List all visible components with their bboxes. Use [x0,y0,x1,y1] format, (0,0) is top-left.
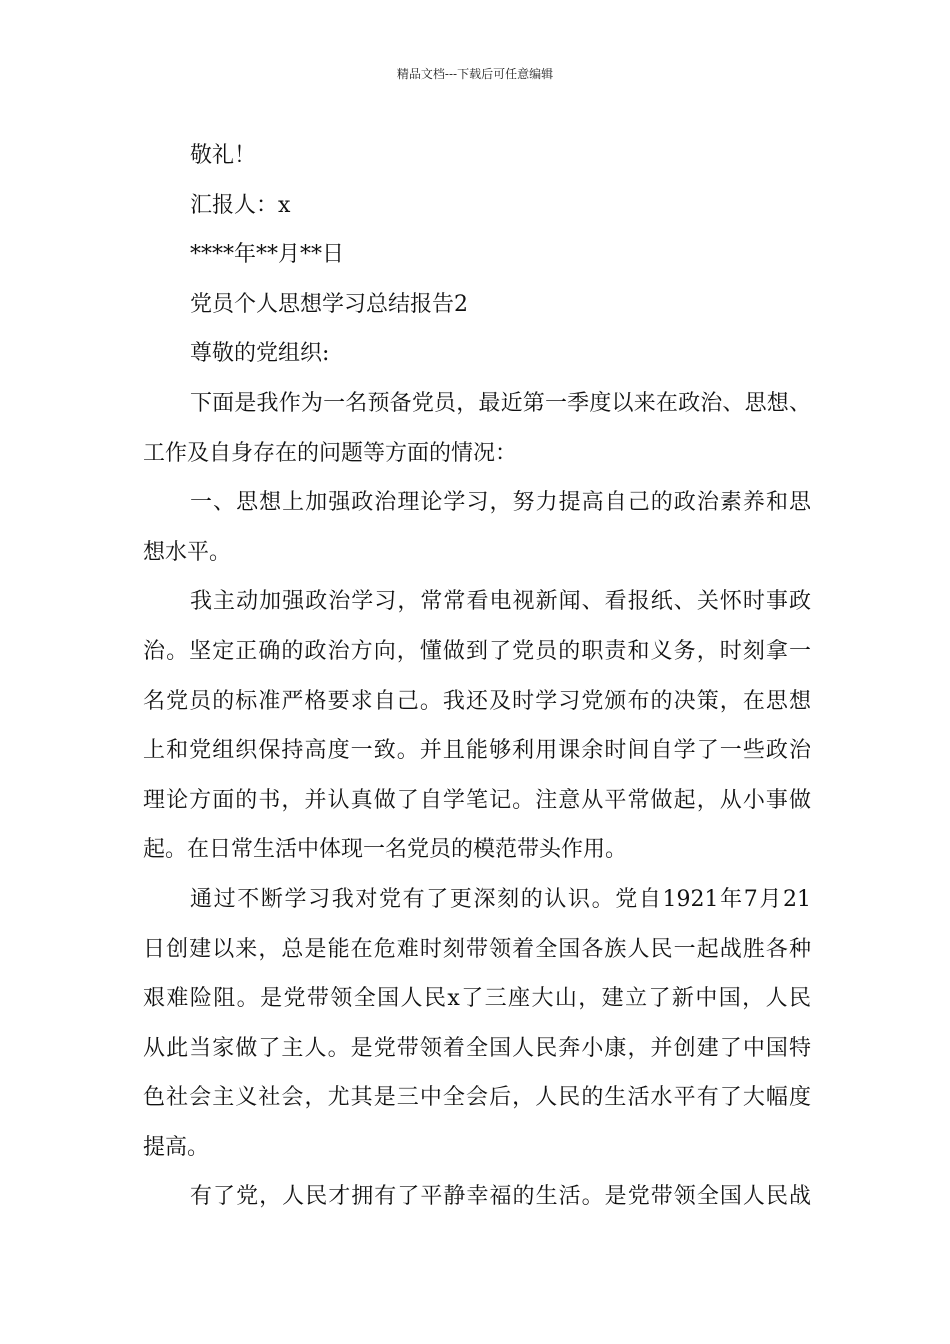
reporter-line: 汇报人：x [190,192,291,218]
date-line: ****年**月**日 [190,242,345,268]
paragraph-line: 艰难险阻。是党带领全国人民x了三座大山，建立了新中国，人民 [143,986,811,1012]
paragraph-line: 我主动加强政治学习，常常看电视新闻、看报纸、关怀时事政 [190,589,811,615]
paragraph-line: 提高。 [143,1134,210,1160]
page-header: 精品文档---下载后可任意编辑 [396,67,554,81]
paragraph-line: 有了党，人民才拥有了平静幸福的生活。是党带领全国人民战 [190,1184,811,1210]
paragraph-line: 理论方面的书，并认真做了自学笔记。注意从平常做起，从小事做 [143,787,811,813]
paragraph-line: 日创建以来，总是能在危难时刻带领着全国各族人民一起战胜各种 [143,936,811,962]
paragraph-line: 色社会主义社会，尤其是三中全会后，人民的生活水平有了大幅度 [143,1085,811,1111]
paragraph-line: 上和党组织保持高度一致。并且能够利用课余时间自学了一些政治 [143,738,811,764]
paragraph-line: 治。坚定正确的政治方向，懂做到了党员的职责和义务，时刻拿一 [143,638,811,664]
paragraph-line: 一、思想上加强政治理论学习，努力提高自己的政治素养和思 [190,490,811,516]
paragraph-line: 通过不断学习我对党有了更深刻的认识。党自1921年7月21 [190,886,811,912]
paragraph-line: 工作及自身存在的问题等方面的情况： [143,440,518,466]
document-body [143,131,811,1222]
paragraph-line: 名党员的标准严格要求自己。我还及时学习党颁布的决策，在思想 [143,688,811,714]
paragraph-line: 下面是我作为一名预备党员，最近第一季度以来在政治、思想、 [190,390,811,416]
paragraph-line: 起。在日常生活中体现一名党员的模范带头作用。 [143,837,628,863]
paragraph-line: 想水平。 [143,539,232,565]
greeting-line: 尊敬的党组织: [190,341,330,367]
report-title: 党员个人思想学习总结报告2 [190,291,468,317]
paragraph-line: 从此当家做了主人。是党带领着全国人民奔小康，并创建了中国特 [143,1035,811,1061]
closing-salutation: 敬礼！ [190,143,257,168]
